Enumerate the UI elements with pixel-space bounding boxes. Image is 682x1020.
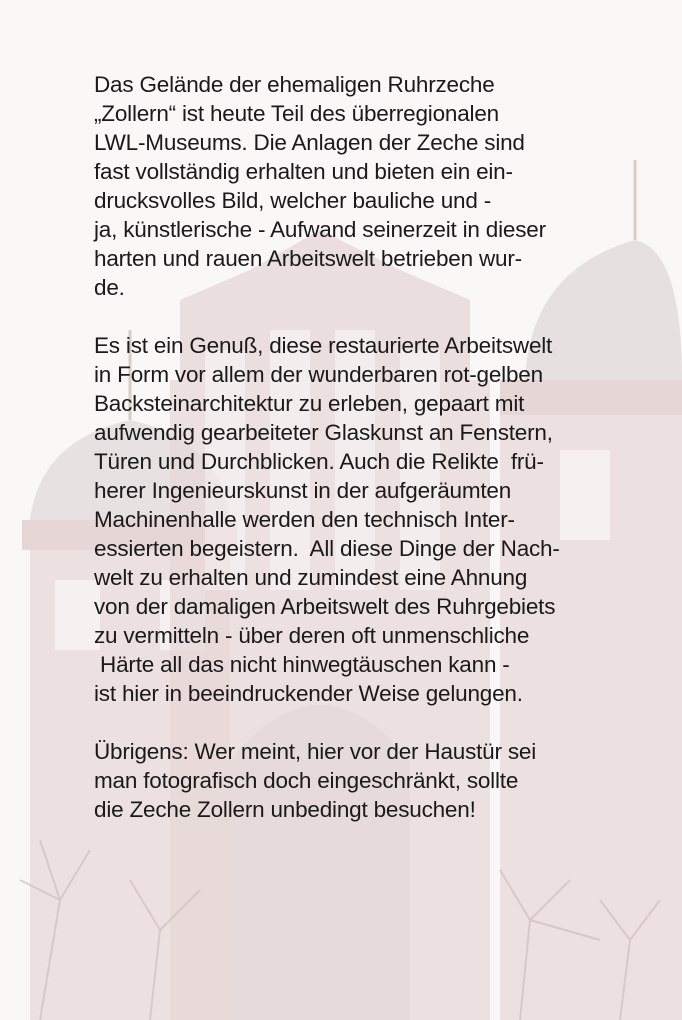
text-line: in Form vor allem der wunderbaren rot-gelben bbox=[94, 362, 543, 387]
text-line: de. bbox=[94, 275, 125, 300]
text-line: aufwendig gearbeiteter Glaskunst an Fenstern, bbox=[94, 420, 553, 445]
paragraph-2 bbox=[94, 331, 654, 708]
text-line: ist hier in beeindruckender Weise gelungen. bbox=[94, 681, 523, 706]
text-line: Türen und Durchblicken. Auch die Relikte frü- bbox=[94, 449, 544, 474]
text-line: harten und rauen Arbeitswelt betrieben wur- bbox=[94, 246, 522, 271]
text-line: Machinenhalle werden den technisch Inter- bbox=[94, 507, 515, 532]
text-line: die Zeche Zollern unbedingt besuchen! bbox=[94, 797, 476, 822]
text-line: Es ist ein Genuß, diese restaurierte Arbeitswelt bbox=[94, 333, 553, 358]
text-line: Übrigens: Wer meint, hier vor der Haustür sei bbox=[94, 739, 536, 764]
paragraph-3 bbox=[94, 737, 654, 824]
text-line: Backsteinarchitektur zu erleben, gepaart mit bbox=[94, 391, 525, 416]
text-line: Härte all das nicht hinwegtäuschen kann - bbox=[94, 652, 510, 677]
text-line: „Zollern“ ist heute Teil des überregionalen bbox=[94, 101, 499, 126]
text-line: Das Gelände der ehemaligen Ruhrzeche bbox=[94, 72, 495, 97]
text-line: welt zu erhalten und zumindest eine Ahnung bbox=[94, 565, 528, 590]
text-line: LWL-Museums. Die Anlagen der Zeche sind bbox=[94, 130, 525, 155]
text-line: essierten begeistern. All diese Dinge der Nach- bbox=[94, 536, 560, 561]
text-line: von der damaligen Arbeitswelt des Ruhrgebiets bbox=[94, 594, 556, 619]
text-line: fast vollständig erhalten und bieten ein ein- bbox=[94, 159, 513, 184]
article-text bbox=[94, 70, 654, 853]
text-line: zu vermitteln - über deren oft unmenschliche bbox=[94, 623, 530, 648]
text-line: drucksvolles Bild, welcher bauliche und - bbox=[94, 188, 491, 213]
text-line: ja, künstlerische - Aufwand seinerzeit in dieser bbox=[94, 217, 546, 242]
paragraph-1 bbox=[94, 70, 654, 302]
text-line: herer Ingenieurskunst in der aufgeräumten bbox=[94, 478, 512, 503]
text-line: man fotografisch doch eingeschränkt, sollte bbox=[94, 768, 519, 793]
